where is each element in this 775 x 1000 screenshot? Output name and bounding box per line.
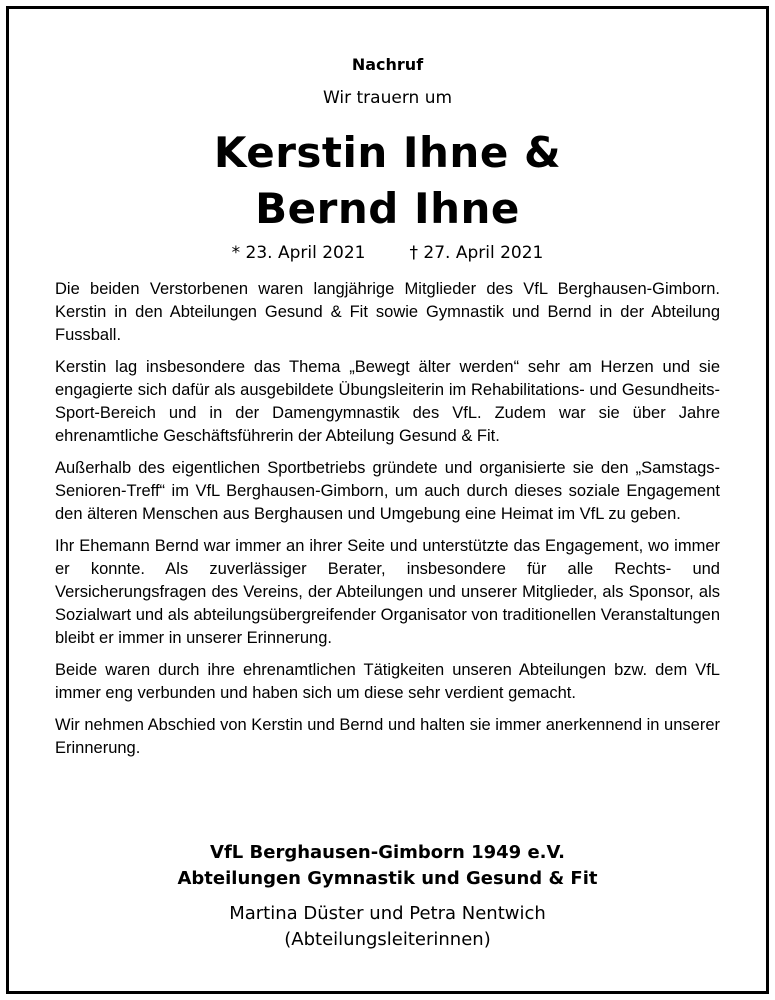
paragraph: Wir nehmen Abschied von Kerstin und Bernd und halten sie immer anerkennend in unserer Erinnerung.	[55, 716, 720, 757]
deceased-name-line1: Kerstin Ihne &	[213, 128, 562, 177]
club-name: VfL Berghausen-Gimborn 1949 e.V.	[210, 842, 565, 863]
obituary-body	[55, 278, 720, 769]
paragraph: Beide waren durch ihre ehrenamtlichen Tätigkeiten unseren Abteilungen bzw. dem VfL immer eng verbunden und haben sich um diese sehr verdient gemacht.	[55, 661, 720, 702]
paragraph: Ihr Ehemann Bernd war immer an ihrer Seite und unterstützte das Engagement, wo immer er konnte. Als zuverlässiger Berater, insbesondere für alle Rechts- und Versicherungsfragen des Vereins, der Abteilungen und unserer Mitglieder, als Sponsor, als Sozialwart und als abteilungsübergreifender Organisator von traditionellen Veranstaltungen bleibt er immer in unserer Erinnerung.	[55, 537, 721, 647]
signers-role: (Abteilungsleiterinnen)	[284, 929, 491, 950]
dates-line	[0, 243, 775, 263]
signers: Martina Düster und Petra Nentwich	[229, 903, 546, 924]
birth-date: * 23. April 2021	[231, 243, 366, 263]
notice-title: Nachruf	[351, 55, 424, 74]
intro-line: Wir trauern um	[322, 88, 453, 108]
paragraph: Kerstin lag insbesondere das Thema „Bewegt älter werden“ sehr am Herzen und sie engagierte sich dafür als ausgebildete Übungsleiterin im Rehabilitations- und Gesundheits-Sport-Bereich und in der Damengymnastik des VfL. Zudem war sie über Jahre ehrenamtliche Geschäftsführerin der Abteilung Gesund & Fit.	[55, 358, 720, 445]
paragraph: Außerhalb des eigentlichen Sportbetriebs gründete und organisierte sie den „Samstags-Senioren-Treff“ im VfL Berghausen-Gimborn, um auch durch dieses soziale Engagement den älteren Menschen aus Berghausen und Umgebung eine Heimat im VfL zu geben.	[55, 459, 720, 523]
paragraph: Die beiden Verstorbenen waren langjährige Mitglieder des VfL Berghausen-Gimborn. Kerstin in den Abteilungen Gesund & Fit sowie Gymnastik und Bernd in der Abteilung Fussball.	[55, 280, 720, 344]
death-date: † 27. April 2021	[409, 243, 544, 263]
departments-line: Abteilungen Gymnastik und Gesund & Fit	[177, 868, 598, 889]
deceased-name-line2: Bernd Ihne	[255, 184, 520, 233]
